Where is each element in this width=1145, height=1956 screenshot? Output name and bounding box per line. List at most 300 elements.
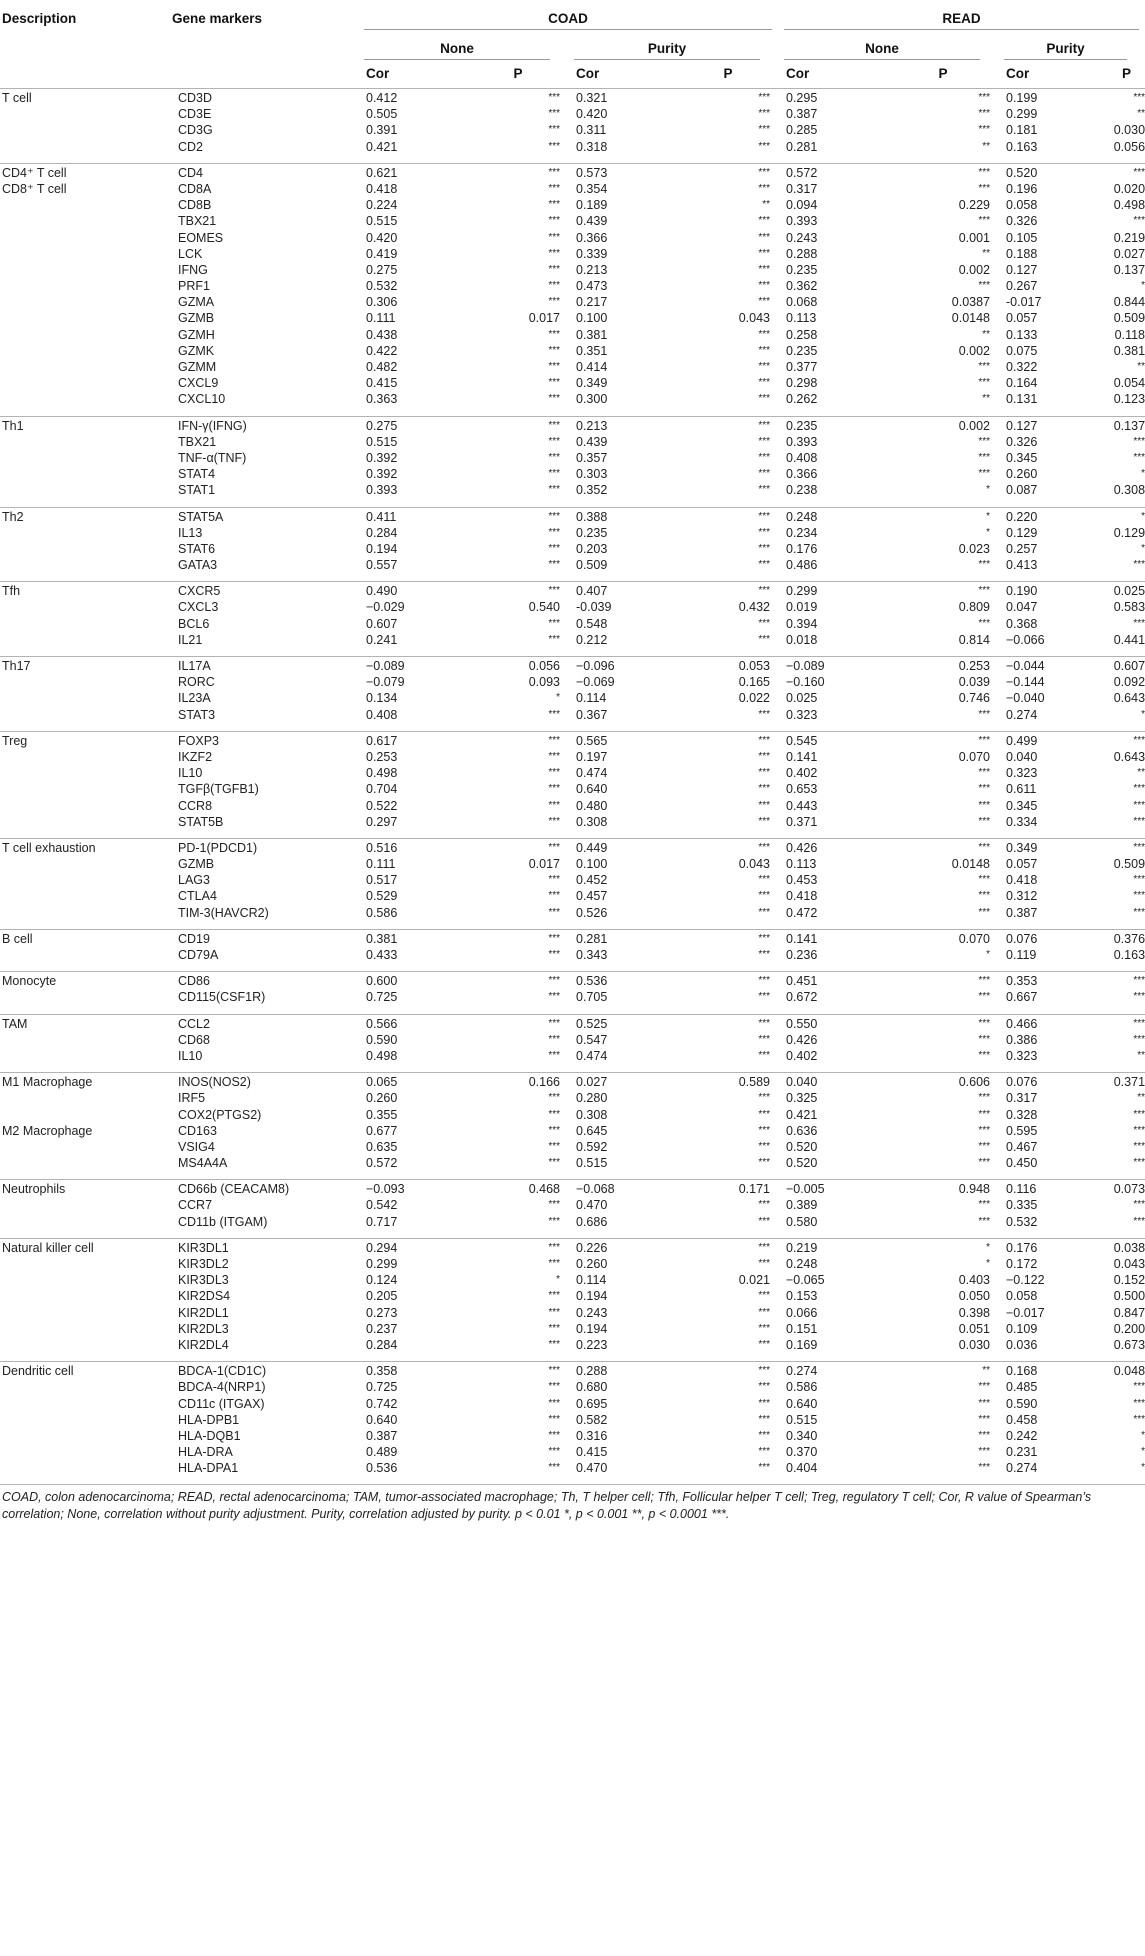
cell-coad-purity-p: *** [758,484,770,496]
table-row [0,905,1145,921]
header-cor: Cor [778,60,888,89]
cell-read-purity-cor: 0.133 [1006,327,1038,342]
table-row [0,814,1145,830]
cell-coad-none-cor: 0.516 [358,838,468,856]
cell-read-purity-p: *** [1133,1033,1145,1045]
cell-read-purity-p: *** [1133,1413,1145,1425]
group-spacer-cell [0,648,1145,657]
group-spacer-cell [0,1230,1145,1239]
cell-read-none-cor: −0.065 [786,1273,825,1288]
cell-read-none-cor: 0.418 [786,889,818,904]
cell-gene: CD163 [178,1123,217,1138]
table-row [0,690,1145,706]
cell-read-purity-cor: 0.532 [1006,1214,1038,1229]
cell-coad-none-p: *** [548,906,560,918]
cell-coad-purity-cor: 0.515 [576,1156,608,1171]
group-spacer [0,155,1145,164]
cell-read-purity-p: 0.038 [1108,1238,1145,1256]
cell-coad-purity-cor: 0.565 [568,731,678,749]
cell-coad-none-p: *** [548,1140,560,1152]
cell-coad-none-p: *** [548,815,560,827]
cell-read-purity-cor: 0.164 [1006,376,1038,391]
cell-gene: STAT5A [170,507,358,525]
header-cor: Cor [998,60,1108,89]
cell-gene: GZMH [178,327,215,342]
cell-read-none-p: 0.070 [888,929,998,947]
cell-read-purity-cor: 0.129 [1006,525,1038,540]
cell-read-purity-p: * [1141,468,1145,480]
cell-coad-purity-cor: 0.470 [576,1198,608,1213]
cell-read-purity-p: 0.500 [1113,1289,1145,1304]
group-spacer-cell [0,1064,1145,1073]
cell-read-purity-p: *** [1133,1215,1145,1227]
group-spacer [0,830,1145,839]
group-description: T cell exhaustion [0,838,170,856]
cell-coad-purity-cor: −0.096 [568,657,678,675]
cell-gene: CD2 [178,139,204,154]
group-description [0,327,170,343]
cell-read-purity-cor: 0.353 [998,972,1108,990]
cell-read-purity-p: *** [1108,89,1145,107]
cell-coad-none-cor: 0.482 [366,360,398,374]
cell-read-none-p: 0.023 [958,541,990,556]
cell-read-purity-cor: −0.144 [1006,675,1045,690]
cell-coad-purity-cor: 0.452 [576,873,608,888]
cell-coad-none-cor: 0.438 [366,327,398,342]
cell-gene: STAT6 [178,541,216,556]
cell-read-none-p: *** [978,991,990,1003]
cell-coad-none-cor: 0.205 [366,1289,398,1304]
cell-coad-none-cor: 0.725 [366,1380,398,1395]
cell-coad-purity-cor: 0.343 [576,948,608,962]
cell-read-purity-p: * [1108,507,1145,525]
cell-read-none-cor: 0.262 [786,392,818,407]
group-description: Th1 [0,416,170,434]
cell-gene: CXCL9 [178,376,219,391]
group-description [0,466,170,482]
cell-read-none-cor: 0.394 [786,616,818,631]
cell-read-purity-cor: 0.328 [1006,1107,1038,1122]
cell-coad-purity-cor: 0.114 [576,1273,607,1288]
cell-coad-none-p: *** [548,1033,560,1045]
table-row [0,972,1145,990]
cell-read-purity-p: *** [1133,1397,1145,1409]
cell-coad-none-cor: 0.273 [366,1305,398,1320]
group-spacer [0,1064,1145,1073]
table-row [0,1362,1145,1380]
cell-read-none-p: *** [978,890,990,902]
group-description [0,1444,170,1460]
table-row [0,310,1145,326]
group-description [0,707,170,723]
cell-coad-purity-p: *** [758,451,770,463]
cell-coad-purity-p: 0.043 [738,311,770,326]
cell-coad-none-p: *** [548,393,560,405]
cell-gene: KIR2DL4 [178,1337,229,1352]
cell-read-purity-p: *** [1133,799,1145,811]
cell-coad-none-p: *** [548,1258,560,1269]
cell-coad-none-cor: 0.241 [366,632,398,647]
cell-gene: COX2(PTGS2) [178,1107,262,1122]
cell-read-none-p: *** [978,1381,990,1393]
cell-coad-purity-cor: 0.407 [568,582,678,600]
cell-coad-purity-cor: 0.695 [576,1396,608,1411]
cell-coad-purity-p: *** [758,559,770,571]
cell-coad-purity-p: *** [758,215,770,227]
cell-read-purity-p: 0.043 [1113,1257,1145,1271]
cell-coad-purity-cor: 0.197 [576,749,608,764]
group-spacer-cell [0,830,1145,839]
cell-coad-purity-p: *** [758,468,770,480]
cell-coad-none-cor: 0.418 [366,181,398,196]
cell-read-purity-p: 0.027 [1113,246,1145,261]
cell-coad-none-p: *** [548,296,560,308]
cell-read-purity-p: 0.056 [1113,139,1145,154]
cell-read-purity-cor: 0.188 [1006,246,1038,261]
cell-coad-none-cor: 0.392 [366,467,398,482]
cell-read-none-p: * [986,484,990,496]
cell-coad-none-p: * [556,692,560,704]
group-description [0,989,170,1005]
cell-coad-purity-p: ** [762,199,770,211]
cell-gene: BDCA-4(NRP1) [178,1380,266,1395]
cell-coad-none-cor: 0.433 [366,948,398,962]
cell-read-purity-cor: −0.040 [1006,691,1045,706]
cell-coad-purity-p: *** [758,906,770,918]
cell-read-purity-p: *** [1108,1014,1145,1032]
group-description [0,139,170,155]
cell-coad-none-cor: 0.294 [358,1238,468,1256]
cell-coad-purity-p: *** [758,1199,770,1211]
group-spacer [0,1476,1145,1484]
cell-coad-purity-p: *** [678,416,778,434]
table-row [0,582,1145,600]
table-row [0,888,1145,904]
cell-gene: KIR3DL3 [178,1273,229,1288]
table-row [0,1107,1145,1123]
cell-coad-none-p: *** [548,328,560,340]
header-none-label: None [364,39,550,60]
cell-read-purity-cor: 0.458 [1006,1412,1038,1427]
cell-read-purity-cor: 0.075 [1006,343,1038,358]
cell-coad-none-p: *** [548,1124,560,1136]
cell-read-purity-cor: 0.326 [1006,214,1038,229]
cell-read-none-p: *** [978,1124,990,1136]
cell-coad-purity-p: *** [758,1157,770,1169]
cell-read-purity-p: 0.308 [1113,483,1145,498]
cell-read-none-p: *** [978,108,990,120]
cell-gene: IFN-γ(IFNG) [170,416,358,434]
cell-coad-purity-p: *** [758,1306,770,1318]
cell-gene: IL10 [178,1048,203,1063]
cell-read-none-cor: 0.094 [786,198,818,213]
cell-coad-purity-p: *** [758,1033,770,1045]
cell-read-purity-cor: 0.317 [1006,1091,1038,1106]
cell-gene: TNF-α(TNF) [178,450,247,465]
group-spacer-cell [0,408,1145,417]
cell-read-none-cor: 0.402 [786,1048,818,1063]
cell-read-none-p: *** [978,451,990,463]
cell-read-purity-cor: 0.386 [1006,1032,1038,1047]
table-row [0,391,1145,407]
cell-coad-purity-p: *** [758,874,770,886]
cell-coad-purity-p: *** [758,1258,770,1269]
cell-coad-purity-cor: 0.457 [576,889,608,904]
cell-read-purity-cor: 0.058 [1006,1289,1038,1304]
cell-read-purity-p: *** [1133,874,1145,886]
table-row [0,1288,1145,1304]
cell-gene: GATA3 [178,558,218,573]
cell-coad-purity-p: *** [758,1397,770,1409]
cell-read-purity-cor: 0.335 [1006,1198,1038,1213]
group-spacer-cell [0,573,1145,582]
cell-coad-purity-p: *** [758,280,770,292]
cell-coad-none-cor: 0.505 [366,107,398,122]
cell-read-none-p: 0.070 [958,749,990,764]
cell-read-none-cor: 0.317 [786,181,818,196]
cell-coad-none-cor: 0.065 [358,1073,468,1091]
table-row [0,1412,1145,1428]
table-row [0,1238,1145,1256]
group-description [0,106,170,122]
table-row [0,294,1145,310]
cell-coad-purity-p: *** [758,231,770,243]
cell-read-none-cor: 0.443 [786,798,818,813]
cell-gene: EOMES [178,230,224,245]
cell-coad-purity-p: *** [758,1049,770,1061]
cell-read-purity-p: 0.073 [1108,1180,1145,1198]
table-row [0,1155,1145,1171]
cell-gene: IL13 [178,525,203,540]
cell-read-none-cor: 0.234 [786,525,818,540]
table-row [0,482,1145,498]
cell-read-none-cor: 0.393 [786,434,818,449]
cell-read-purity-p: *** [1133,215,1145,227]
cell-read-none-p: ** [982,140,990,152]
header-purity-label: Purity [574,39,760,60]
cell-coad-none-p: *** [548,1338,560,1350]
cell-read-none-p: *** [978,1108,990,1120]
cell-read-purity-cor: −0.122 [1006,1273,1045,1288]
cell-coad-none-p: *** [548,468,560,480]
cell-read-none-p: *** [978,815,990,827]
group-spacer [0,648,1145,657]
cell-coad-none-p: *** [548,1108,560,1120]
cell-read-purity-cor: 0.057 [1006,857,1038,872]
cell-coad-purity-p: *** [758,328,770,340]
cell-coad-none-p: *** [548,435,560,447]
cell-read-none-p: 0.0148 [951,311,990,326]
cell-read-none-p: 0.398 [958,1305,990,1320]
table-row [0,856,1145,872]
cell-read-purity-cor: 0.520 [998,163,1108,181]
group-description [0,888,170,904]
table-row [0,343,1145,359]
cell-read-purity-cor: 0.274 [1006,1461,1038,1476]
cell-read-purity-p: ** [1137,361,1145,372]
cell-read-none-cor: 0.299 [778,582,888,600]
cell-coad-none-cor: 0.299 [366,1257,398,1271]
cell-read-none-cor: 0.258 [786,327,818,342]
cell-read-none-cor: 0.389 [786,1198,818,1213]
cell-gene: CD8A [178,181,212,196]
cell-read-none-cor: 0.653 [786,782,818,797]
cell-coad-purity-cor: 0.280 [576,1091,608,1106]
cell-gene: CD86 [170,972,358,990]
cell-coad-none-p: *** [548,559,560,571]
cell-read-purity-p: 0.376 [1108,929,1145,947]
cell-coad-none-cor: 0.422 [366,343,398,358]
cell-coad-purity-p: 0.043 [738,857,770,872]
cell-coad-purity-cor: 0.686 [576,1214,608,1229]
cell-read-purity-p: *** [1133,1199,1145,1211]
cell-gene: CCR8 [178,798,213,813]
group-description: Th2 [0,507,170,525]
group-spacer [0,921,1145,930]
cell-read-purity-p: 0.129 [1113,525,1145,540]
group-description [0,230,170,246]
cell-read-none-cor: 0.025 [786,691,818,706]
cell-coad-purity-cor: 0.203 [576,541,608,556]
cell-read-none-cor: 0.236 [786,948,818,962]
cell-read-purity-p: 0.607 [1108,657,1145,675]
cell-coad-purity-p: *** [758,890,770,902]
cell-read-purity-p: 0.673 [1113,1337,1145,1352]
cell-gene: INOS(NOS2) [170,1073,358,1091]
cell-gene: CXCL10 [178,392,226,407]
cell-coad-none-cor: 0.421 [366,139,398,154]
cell-read-none-cor: 0.520 [786,1156,818,1171]
cell-coad-purity-cor: 0.680 [576,1380,608,1395]
group-description: Tfh [0,582,170,600]
group-description [0,905,170,921]
table-row [0,781,1145,797]
cell-read-none-cor: 0.408 [786,450,818,465]
cell-read-purity-p: *** [1108,972,1145,990]
cell-coad-purity-p: *** [678,1014,778,1032]
cell-coad-none-cor: 0.275 [358,416,468,434]
cell-gene: TGFβ(TGFB1) [178,782,259,797]
cell-coad-purity-cor: 0.381 [576,327,608,342]
cell-read-purity-cor: 0.040 [1006,749,1038,764]
cell-read-purity-p: *** [1108,731,1145,749]
group-spacer [0,1171,1145,1180]
table-row [0,525,1145,541]
cell-coad-none-cor: 0.412 [358,89,468,107]
table-row [0,1256,1145,1272]
cell-read-purity-cor: 0.326 [1006,434,1038,449]
header-description: Description [2,11,77,26]
cell-coad-none-p: *** [468,972,568,990]
cell-read-purity-p: * [1141,542,1145,554]
group-description [0,1090,170,1106]
group-description [0,1305,170,1321]
cell-read-none-cor: 0.340 [786,1428,818,1443]
group-description [0,947,170,963]
cell-coad-purity-p: *** [758,1140,770,1152]
group-description: M2 Macrophage [2,1123,93,1138]
cell-coad-none-p: 0.540 [528,600,560,615]
cell-coad-purity-cor: 0.223 [576,1337,608,1352]
cell-coad-purity-cor: 0.480 [576,798,608,813]
cell-read-none-cor: 0.404 [786,1461,818,1476]
cell-coad-purity-p: *** [758,1338,770,1350]
cell-read-purity-cor: 0.036 [1006,1337,1038,1352]
cell-read-none-cor: 0.298 [786,376,818,391]
cell-coad-none-cor: 0.489 [366,1445,398,1460]
cell-coad-none-p: *** [468,731,568,749]
cell-coad-purity-cor: 0.582 [576,1412,608,1427]
group-spacer [0,1006,1145,1015]
cell-read-purity-cor: 0.131 [1006,392,1038,407]
cell-read-purity-cor: 0.199 [998,89,1108,107]
table-row [0,1460,1145,1476]
cell-read-none-p: *** [978,1429,990,1441]
cell-read-purity-cor: 0.387 [1006,905,1038,920]
cell-gene: CTLA4 [178,889,217,904]
group-description: T cell [0,89,170,107]
cell-coad-none-p: *** [548,1462,560,1474]
cell-gene: CD3G [178,123,213,138]
header-gene-markers: Gene markers [172,11,263,26]
cell-read-none-p: ** [888,1362,998,1380]
group-description [0,482,170,498]
table-row [0,947,1145,963]
cell-coad-purity-p: *** [758,182,770,194]
cell-coad-none-cor: 0.260 [366,1091,398,1106]
cell-read-purity-cor: 0.260 [1006,467,1038,482]
cell-read-purity-cor: 0.119 [1006,948,1037,962]
cell-read-none-p: 0.253 [888,657,998,675]
group-description [0,1396,170,1412]
group-description [0,262,170,278]
cell-coad-none-cor: 0.253 [366,749,398,764]
header-coad [358,0,778,38]
cell-gene: STAT1 [178,483,216,498]
cell-read-purity-p: ** [1137,1092,1145,1104]
cell-gene: CXCL3 [178,600,219,615]
cell-gene: GZMB [178,857,215,872]
cell-read-none-cor: 0.362 [786,279,818,294]
cell-read-none-cor: −0.160 [786,675,825,690]
table-row [0,632,1145,648]
cell-read-none-cor: 0.515 [786,1412,818,1427]
group-spacer [0,499,1145,508]
table-row [0,181,1145,197]
cell-read-none-p: 0.606 [888,1073,998,1091]
cell-coad-none-cor: −0.093 [358,1180,468,1198]
cell-read-none-cor: 0.176 [786,541,818,556]
table-row [0,213,1145,229]
cell-read-none-cor: 0.580 [786,1214,818,1229]
cell-coad-purity-cor: 0.212 [576,632,608,647]
group-spacer-cell [0,1476,1145,1484]
cell-read-purity-cor: 0.257 [1006,541,1038,556]
cell-gene: CD79A [178,948,219,962]
group-description [0,1214,170,1230]
cell-coad-none-p: *** [468,416,568,434]
cell-coad-purity-cor: 0.705 [576,990,608,1005]
group-spacer-cell [0,921,1145,930]
cell-coad-purity-p: *** [758,1322,770,1334]
table-footnote: COAD, colon adenocarcinoma; READ, rectal adenocarcinoma; TAM, tumor-associated macrophage; Th, T helper cell; Tfh, Follicular helper T cell; Treg, regulatory T cell; Cor, R value of Spearman’s correlation; None, correlation without purity adjustment. Purity, correlation adjusted by purity. p < 0.01 *, p < 0.001 **, p < 0.0001 ***. [0,1484,1145,1523]
cell-coad-none-cor: 0.275 [366,262,398,277]
cell-coad-purity-cor: 0.473 [576,279,608,294]
table-row [0,450,1145,466]
table-row [0,1014,1145,1032]
cell-coad-purity-p: *** [758,361,770,372]
cell-read-none-cor: 0.550 [778,1014,888,1032]
